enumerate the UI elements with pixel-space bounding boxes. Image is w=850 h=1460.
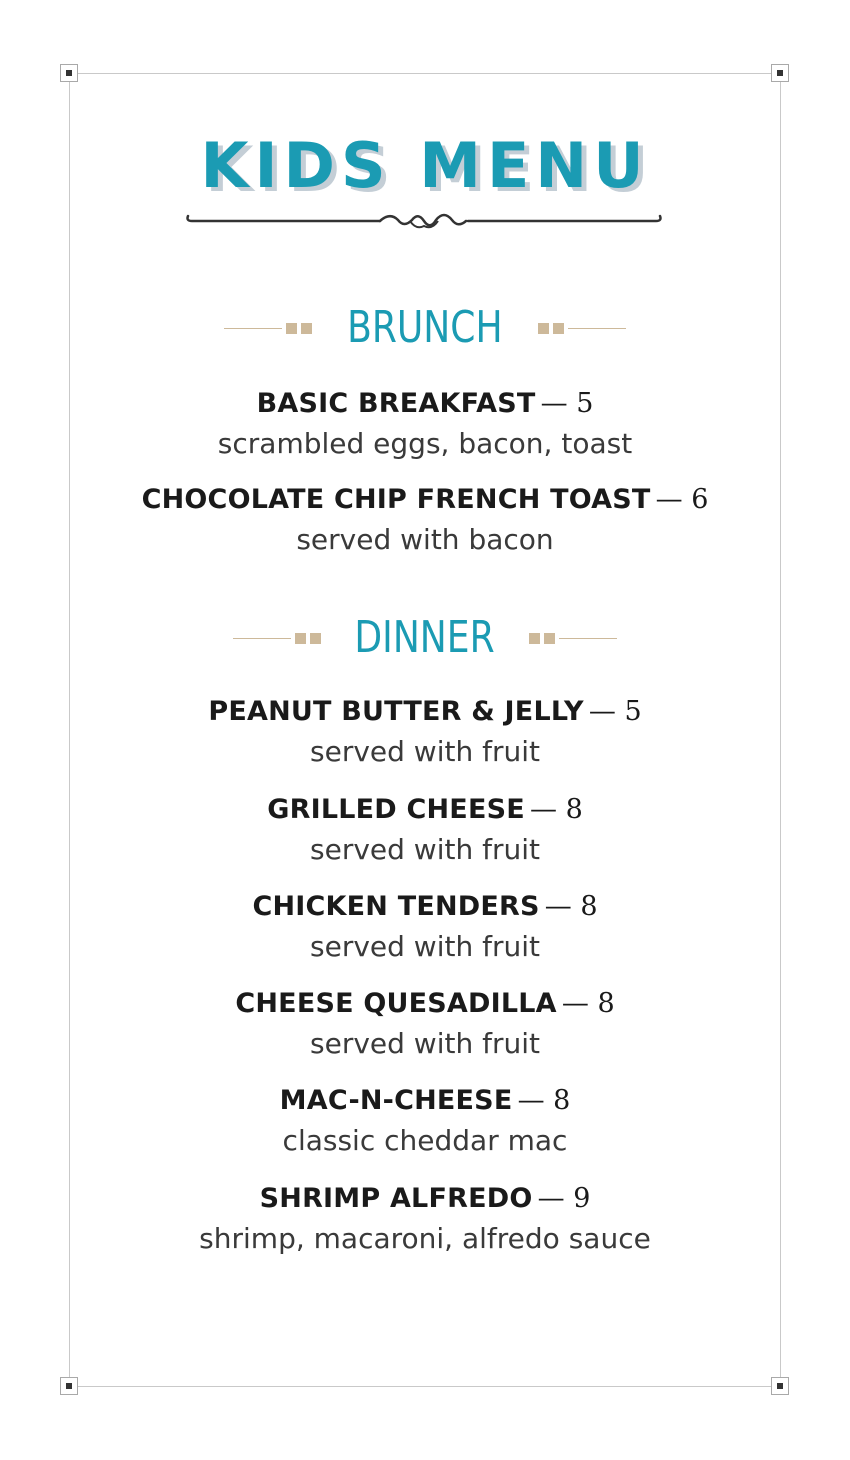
header-square-icon (295, 633, 306, 644)
frame-corner-bottom-left (60, 1377, 78, 1395)
header-square-icon (310, 633, 321, 644)
item-description: classic cheddar mac (282, 1124, 568, 1157)
menu-item (0, 692, 850, 772)
header-square-icon (286, 323, 297, 334)
item-price: — 5 (588, 696, 642, 727)
section-header-brunch (0, 298, 850, 358)
item-description: served with fruit (310, 833, 540, 866)
menu-title: KIDS MENU (200, 129, 650, 202)
item-price: — 8 (517, 1085, 571, 1116)
menu-item (0, 1081, 850, 1161)
frame-top-border (70, 73, 781, 74)
frame-corner-top-left (60, 64, 78, 82)
item-name: SHRIMP ALFREDO (259, 1183, 533, 1214)
frame-bottom-border (70, 1386, 781, 1387)
item-name: MAC-N-CHEESE (279, 1085, 513, 1116)
item-name: CHOCOLATE CHIP FRENCH TOAST (141, 484, 651, 515)
menu-item (0, 887, 850, 967)
item-description: served with fruit (310, 930, 540, 963)
item-name: GRILLED CHEESE (267, 794, 525, 825)
item-price: — 9 (537, 1183, 591, 1214)
item-name: CHEESE QUESADILLA (235, 988, 557, 1019)
menu-item (0, 480, 850, 560)
header-square-icon (538, 323, 549, 334)
header-square-icon (553, 323, 564, 334)
item-price: — 5 (540, 388, 594, 419)
header-rule-left (233, 638, 291, 639)
item-name: PEANUT BUTTER & JELLY (208, 696, 584, 727)
item-price: — 8 (561, 988, 615, 1019)
menu-item (0, 384, 850, 464)
section-header-dinner (0, 608, 850, 668)
item-description: shrimp, macaroni, alfredo sauce (199, 1222, 651, 1255)
item-name: CHICKEN TENDERS (252, 891, 540, 922)
item-description: served with bacon (296, 523, 554, 556)
item-name: BASIC BREAKFAST (256, 388, 536, 419)
section-title: DINNER (354, 612, 496, 663)
menu-item (0, 1179, 850, 1259)
section-title: BRUNCH (347, 302, 503, 353)
menu-item (0, 790, 850, 870)
frame-corner-top-right (771, 64, 789, 82)
header-rule-right (559, 638, 617, 639)
item-description: served with fruit (310, 1027, 540, 1060)
flourish-divider-icon (184, 208, 664, 236)
frame-corner-bottom-right (771, 1377, 789, 1395)
item-price: — 8 (529, 794, 583, 825)
header-rule-left (224, 328, 282, 329)
header-square-icon (301, 323, 312, 334)
item-price: — 8 (544, 891, 598, 922)
item-description: scrambled eggs, bacon, toast (217, 427, 633, 460)
item-description: served with fruit (310, 735, 540, 768)
header-square-icon (544, 633, 555, 644)
header-rule-right (568, 328, 626, 329)
menu-item (0, 984, 850, 1064)
item-price: — 6 (655, 484, 709, 515)
header-square-icon (529, 633, 540, 644)
